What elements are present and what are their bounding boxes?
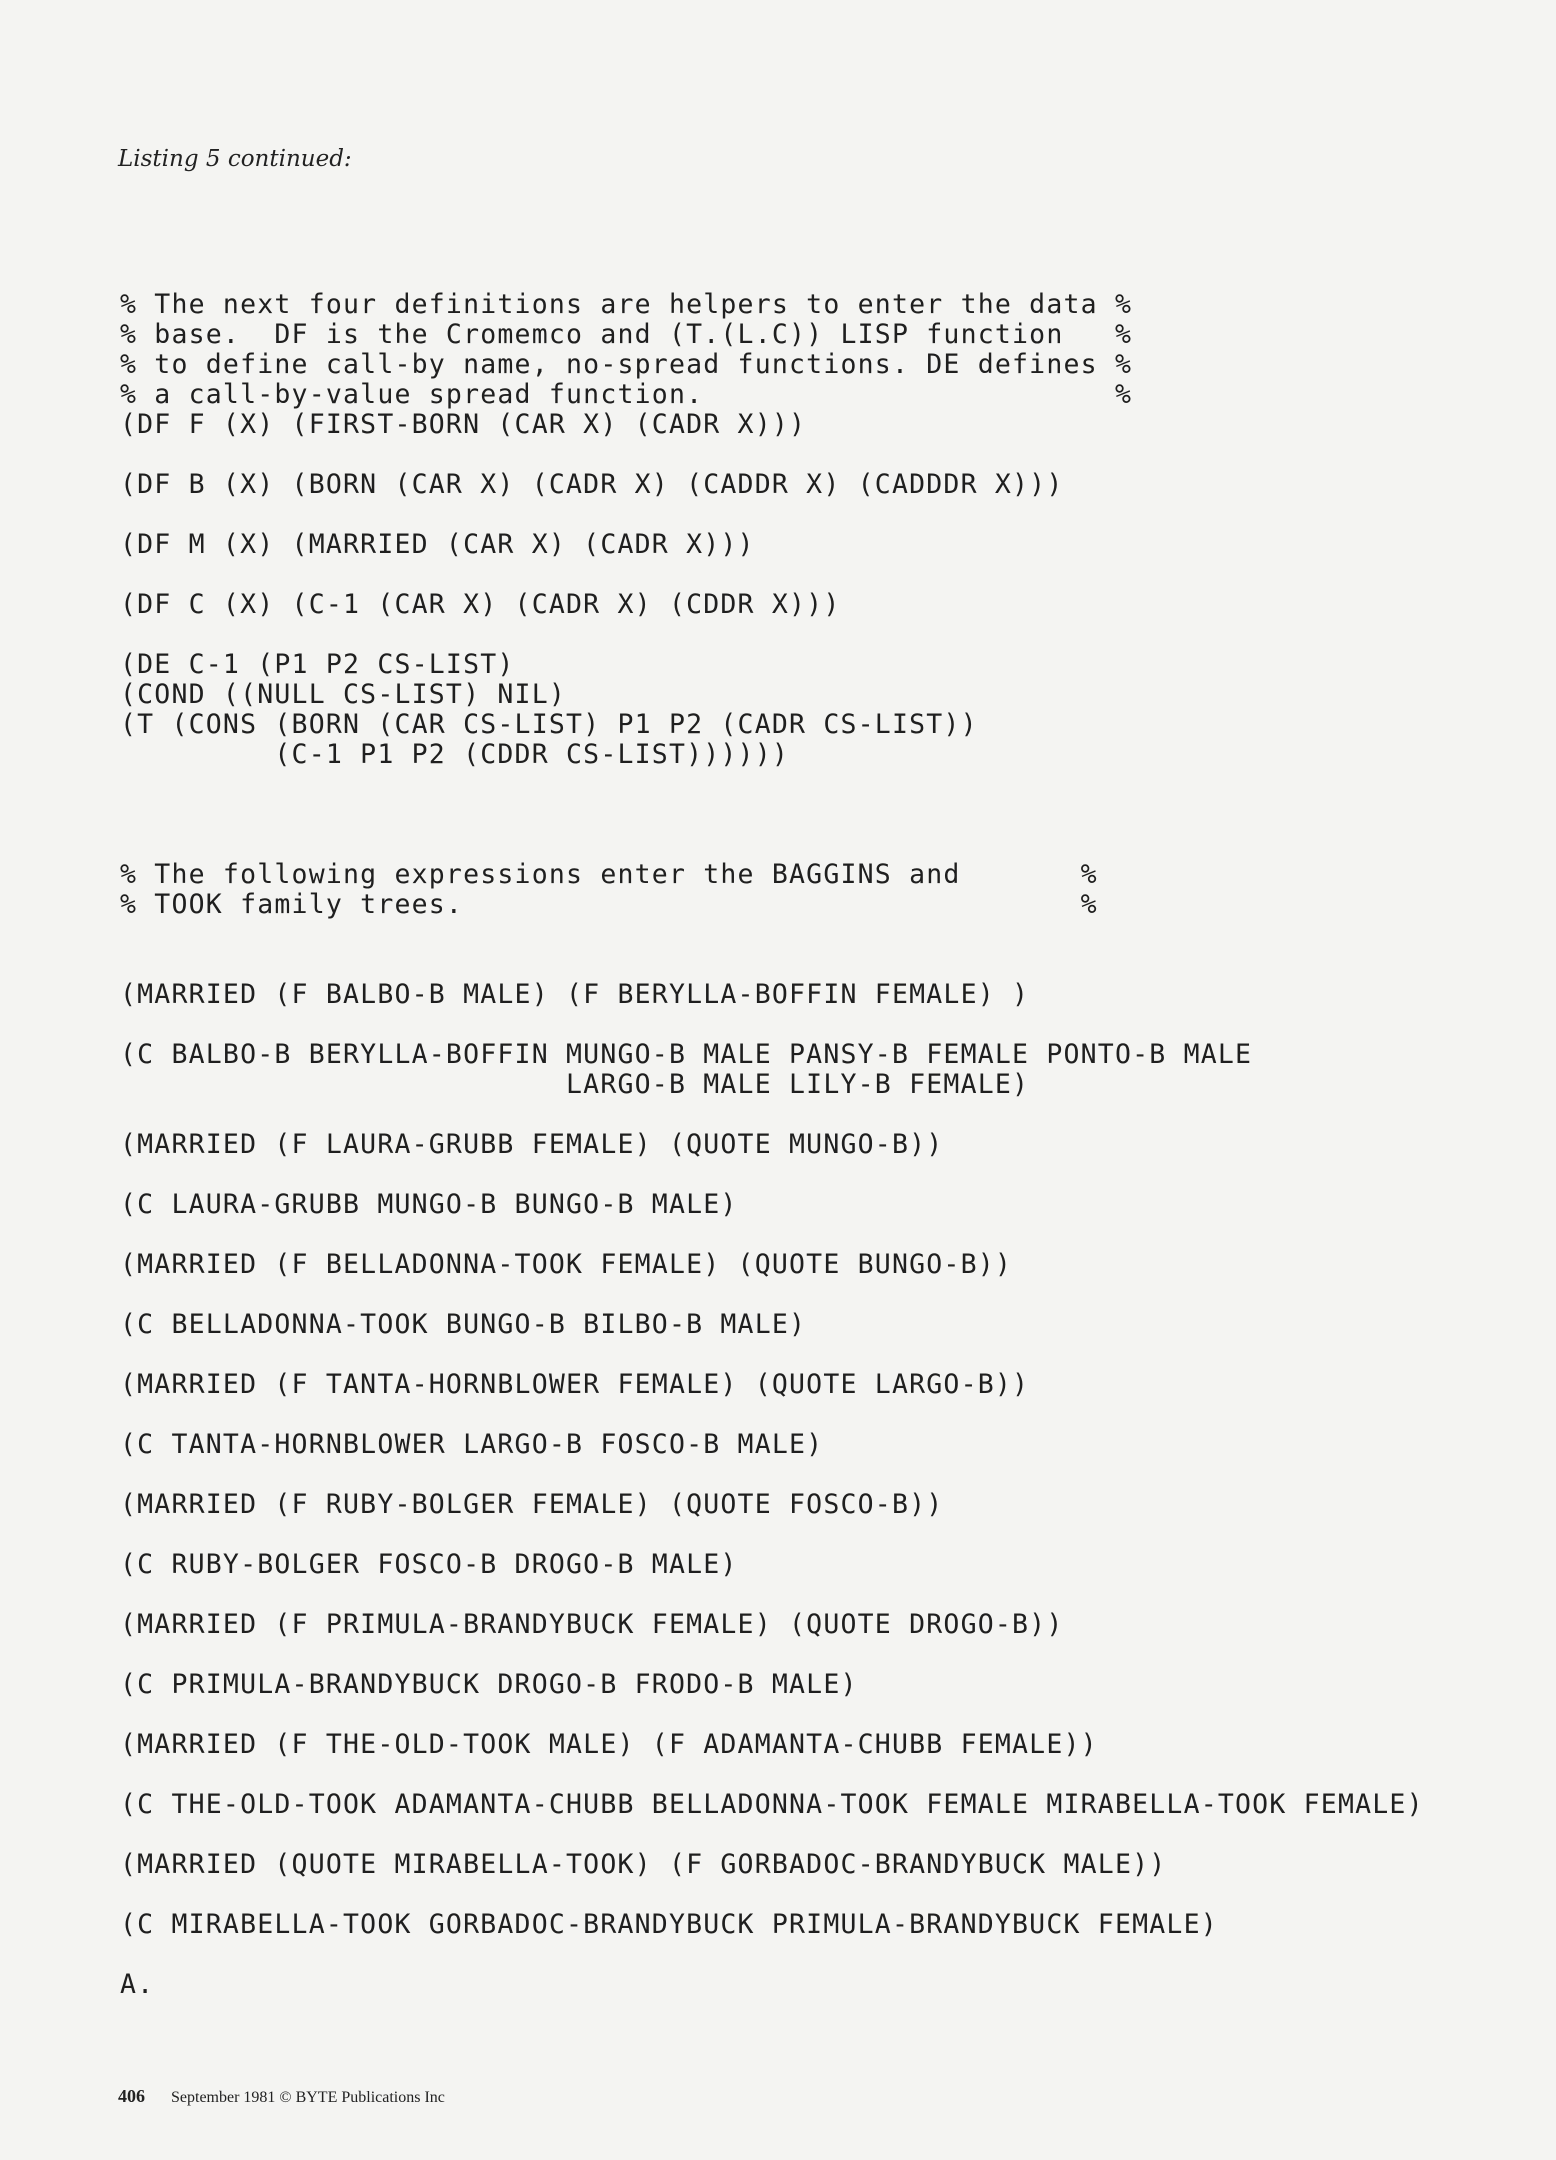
blank-line <box>120 1160 1520 1190</box>
code-line: (C MIRABELLA-TOOK GORBADOC-BRANDYBUCK PRIMULA-BRANDYBUCK FEMALE) <box>120 1909 1218 1940</box>
code-line: % The next four definitions are helpers to enter the data % <box>120 289 1133 320</box>
blank-line <box>120 560 1520 590</box>
blank-line <box>120 1220 1520 1250</box>
code-line: A. <box>120 1969 155 2000</box>
blank-line <box>120 1520 1520 1550</box>
blank-line <box>120 800 1520 830</box>
code-line: % TOOK family trees. % <box>120 889 1098 920</box>
blank-line <box>120 1700 1520 1730</box>
blank-line <box>120 1820 1520 1850</box>
blank-line <box>120 920 1520 950</box>
code-line: (DF B (X) (BORN (CAR X) (CADR X) (CADDR X) (CADDDR X))) <box>120 469 1064 500</box>
blank-line <box>120 1940 1520 1970</box>
blank-line <box>120 1010 1520 1040</box>
code-line: (C BALBO-B BERYLLA-BOFFIN MUNGO-B MALE PANSY-B FEMALE PONTO-B MALE <box>120 1039 1253 1070</box>
code-line: (MARRIED (F PRIMULA-BRANDYBUCK FEMALE) (QUOTE DROGO-B)) <box>120 1609 1064 1640</box>
code-line: (DE C-1 (P1 P2 CS-LIST) <box>120 649 515 680</box>
code-line: (MARRIED (F BALBO-B MALE) (F BERYLLA-BOFFIN FEMALE) ) <box>120 979 1030 1010</box>
blank-line <box>120 500 1520 530</box>
code-line: % to define call-by name, no-spread functions. DE defines % <box>120 349 1133 380</box>
blank-line <box>120 1640 1520 1670</box>
blank-line <box>120 1760 1520 1790</box>
code-line: (C-1 P1 P2 (CDDR CS-LIST)))))) <box>120 739 790 770</box>
code-line: (DF M (X) (MARRIED (CAR X) (CADR X))) <box>120 529 755 560</box>
blank-line <box>120 620 1520 650</box>
code-line: (MARRIED (F LAURA-GRUBB FEMALE) (QUOTE MUNGO-B)) <box>120 1129 944 1160</box>
blank-line <box>120 1100 1520 1130</box>
blank-line <box>120 1580 1520 1610</box>
code-line: (MARRIED (QUOTE MIRABELLA-TOOK) (F GORBADOC-BRANDYBUCK MALE)) <box>120 1849 1167 1880</box>
code-line: (C BELLADONNA-TOOK BUNGO-B BILBO-B MALE) <box>120 1309 807 1340</box>
blank-line <box>120 830 1520 860</box>
code-line: (DF F (X) (FIRST-BORN (CAR X) (CADR X))) <box>120 409 807 440</box>
code-line: % The following expressions enter the BAGGINS and % <box>120 859 1098 890</box>
blank-line <box>120 1340 1520 1370</box>
page-footer <box>118 2086 445 2107</box>
blank-line <box>120 1400 1520 1430</box>
blank-line <box>120 440 1520 470</box>
code-listing <box>120 290 1520 2000</box>
code-line: (C TANTA-HORNBLOWER LARGO-B FOSCO-B MALE) <box>120 1429 824 1460</box>
code-line: (C LAURA-GRUBB MUNGO-B BUNGO-B MALE) <box>120 1189 738 1220</box>
code-line: (MARRIED (F TANTA-HORNBLOWER FEMALE) (QUOTE LARGO-B)) <box>120 1369 1030 1400</box>
code-line: % base. DF is the Cromemco and (T.(L.C)) LISP function % <box>120 319 1133 350</box>
blank-line <box>120 1880 1520 1910</box>
code-line: (C RUBY-BOLGER FOSCO-B DROGO-B MALE) <box>120 1549 738 1580</box>
code-line: LARGO-B MALE LILY-B FEMALE) <box>120 1069 1030 1100</box>
code-line: (MARRIED (F RUBY-BOLGER FEMALE) (QUOTE FOSCO-B)) <box>120 1489 944 1520</box>
code-line: (C PRIMULA-BRANDYBUCK DROGO-B FRODO-B MALE) <box>120 1669 858 1700</box>
code-line: (MARRIED (F THE-OLD-TOOK MALE) (F ADAMANTA-CHUBB FEMALE)) <box>120 1729 1098 1760</box>
footer-credit: September 1981 © BYTE Publications Inc <box>171 2089 445 2106</box>
code-line: (C THE-OLD-TOOK ADAMANTA-CHUBB BELLADONNA-TOOK FEMALE MIRABELLA-TOOK FEMALE) <box>120 1789 1424 1820</box>
code-line: % a call-by-value spread function. % <box>120 379 1133 410</box>
code-line: (MARRIED (F BELLADONNA-TOOK FEMALE) (QUOTE BUNGO-B)) <box>120 1249 1013 1280</box>
blank-line <box>120 950 1520 980</box>
code-line: (COND ((NULL CS-LIST) NIL) <box>120 679 567 710</box>
blank-line <box>120 1460 1520 1490</box>
code-line: (DF C (X) (C-1 (CAR X) (CADR X) (CDDR X))) <box>120 589 841 620</box>
blank-line <box>120 770 1520 800</box>
page-number: 406 <box>118 2086 145 2106</box>
blank-line <box>120 1280 1520 1310</box>
listing-caption: Listing 5 continued: <box>118 146 352 172</box>
code-line: (T (CONS (BORN (CAR CS-LIST) P1 P2 (CADR CS-LIST)) <box>120 709 978 740</box>
